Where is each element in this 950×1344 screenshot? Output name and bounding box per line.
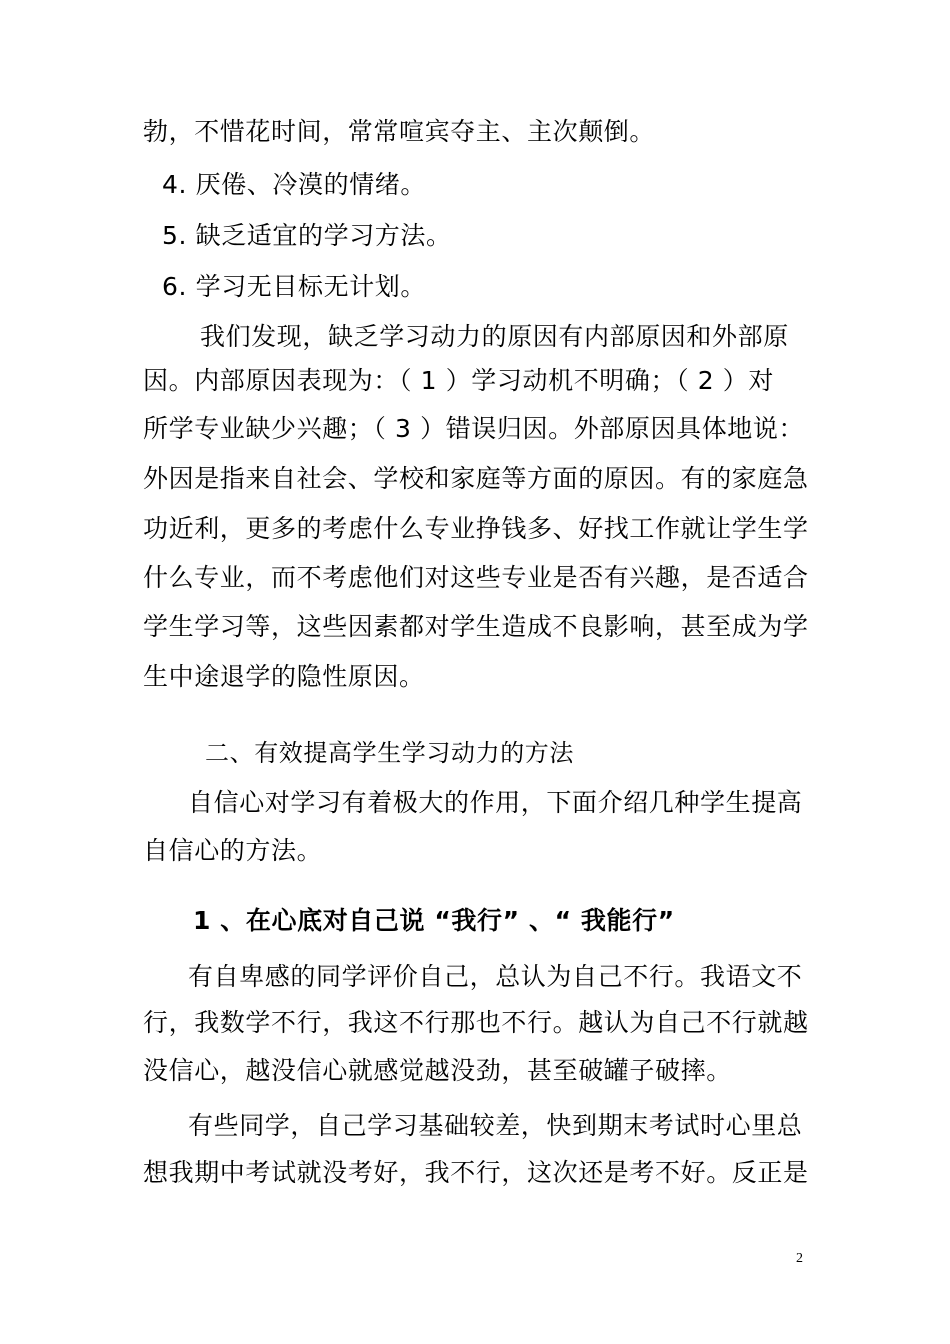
list-item: 6. 学习无目标无计划。 xyxy=(162,272,427,301)
paragraph-line: 什么专业，而不考虑他们对这些专业是否有兴趣，是否适合 xyxy=(143,563,809,592)
paragraph-line: 行，我数学不行，我这不行那也不行。越认为自己不行就越 xyxy=(143,1008,809,1037)
paragraph-line: 自信心的方法。 xyxy=(143,836,323,865)
paragraph-line: 没信心，越没信心就感觉越没劲，甚至破罐子破摔。 xyxy=(143,1056,732,1085)
paragraph-line: 自信心对学习有着极大的作用，下面介绍几种学生提高 xyxy=(188,788,803,817)
paragraph-line: 因。内部原因表现为：（ 1 ）学习动机不明确；（ 2 ）对 xyxy=(143,366,775,395)
subheading: 1 、在心底对自己说 “我行” 、“ 我能行” xyxy=(193,906,675,935)
list-item: 4. 厌倦、冷漠的情绪。 xyxy=(162,170,427,199)
paragraph-line: 我们发现，缺乏学习动力的原因有内部原因和外部原 xyxy=(200,322,789,351)
section-heading: 二、有效提高学生学习动力的方法 xyxy=(205,739,574,767)
paragraph-line: 学生学习等，这些因素都对学生造成不良影响，甚至成为学 xyxy=(143,612,809,641)
paragraph-line: 想我期中考试就没考好，我不行，这次还是考不好。反正是 xyxy=(143,1158,809,1187)
paragraph-line: 有自卑感的同学评价自己，总认为自己不行。我语文不 xyxy=(188,962,803,991)
list-item: 5. 缺乏适宜的学习方法。 xyxy=(162,221,452,250)
paragraph-line: 有些同学，自己学习基础较差，快到期末考试时心里总 xyxy=(188,1111,803,1140)
paragraph-line: 勃，不惜花时间，常常喧宾夺主、主次颠倒。 xyxy=(143,117,656,146)
paragraph-line: 功近利，更多的考虑什么专业挣钱多、好找工作就让学生学 xyxy=(143,514,809,543)
paragraph-line: 所学专业缺少兴趣；（ 3 ）错误归因。外部原因具体地说： xyxy=(143,414,805,443)
page-number: 2 xyxy=(796,1251,803,1266)
paragraph-line: 外因是指来自社会、学校和家庭等方面的原因。有的家庭急 xyxy=(143,464,809,493)
paragraph-line: 生中途退学的隐性原因。 xyxy=(143,662,425,691)
